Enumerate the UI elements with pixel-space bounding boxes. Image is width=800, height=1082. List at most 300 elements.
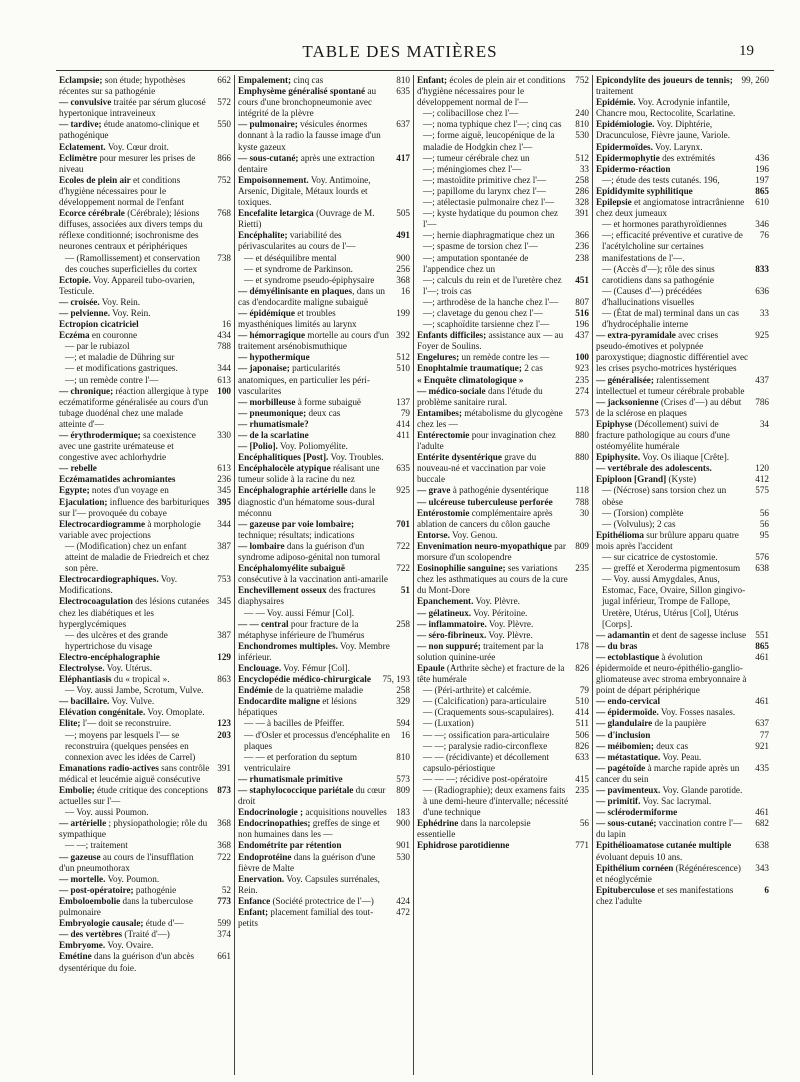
entry-text — [417, 375, 569, 386]
entry-page-ref: 610 — [755, 197, 769, 208]
entry-headword: — glandulaire — [596, 718, 653, 729]
entry-description: —; atélectasie pulmonaire chez l'— — [423, 197, 555, 208]
index-entry — [59, 275, 231, 297]
index-entry — [417, 818, 589, 840]
entry-text — [596, 840, 749, 862]
entry-text — [238, 75, 390, 86]
entry-page-ref: 238 — [575, 252, 589, 263]
index-entry — [238, 718, 410, 729]
entry-text — [59, 663, 211, 674]
entry-headword: — post-opératoire; — [59, 884, 134, 895]
entry-text — [65, 630, 211, 652]
entry-text — [59, 386, 211, 430]
entry-headword: Epithélioamatose cutanée multiple — [596, 840, 732, 851]
index-entry — [596, 863, 769, 885]
entry-page-ref: 415 — [575, 773, 589, 784]
index-entry — [417, 630, 589, 641]
index-entry — [417, 541, 589, 563]
entry-description: — (Torsion) complète — [602, 507, 684, 518]
entry-headword: — gazeuse par voie lombaire; — [238, 518, 355, 529]
entry-text — [596, 530, 749, 552]
entry-description: — (Péri-arthrite) et calcémie. — [423, 685, 532, 696]
entry-description: son étude; hypothèses récentes sur sa pathogénie — [59, 75, 186, 97]
entry-page-ref: 368 — [217, 818, 231, 829]
entry-description: Voy. Omoplate. — [145, 707, 205, 718]
entry-page-ref: 178 — [575, 640, 589, 651]
entry-page-ref: 30 — [579, 507, 589, 518]
entry-headword: Electro-encéphalographie — [59, 651, 160, 662]
entry-headword: Engelures; — [417, 352, 460, 363]
index-entry — [238, 663, 410, 674]
index-entry — [417, 297, 589, 308]
entry-description: vaccination contre l'— du lapin — [596, 818, 743, 840]
index-entry — [59, 519, 231, 541]
index-entry — [417, 530, 589, 541]
entry-text — [596, 885, 749, 907]
entry-page-ref: 925 — [396, 485, 410, 496]
entry-page-ref: 437 — [575, 330, 589, 341]
index-entry — [417, 253, 589, 275]
index-entry — [238, 907, 410, 929]
entry-text — [59, 175, 211, 208]
index-entry — [59, 885, 231, 896]
entry-text — [596, 142, 749, 153]
entry-text — [417, 485, 569, 496]
entry-headword: Electrocardiogramme — [59, 518, 146, 529]
entry-page-ref: 638 — [755, 840, 769, 851]
entry-headword: Emanations radio-actives — [59, 762, 159, 773]
index-entry — [238, 253, 410, 264]
entry-headword: — endo-cervical — [596, 696, 661, 707]
entry-text — [423, 108, 569, 119]
entry-description: métabolisme du glycogène chez les — — [417, 407, 563, 429]
entry-page-ref: 491 — [396, 230, 410, 241]
index-entry — [59, 763, 231, 785]
entry-page-ref: 235 — [575, 563, 589, 574]
entry-headword: — ectoblastique — [596, 651, 660, 662]
entry-headword: — érythrodermique; — [59, 430, 141, 440]
index-columns — [56, 75, 774, 1075]
entry-headword: Enclouage. — [238, 662, 282, 673]
index-entry — [417, 707, 589, 718]
entry-description: Voy. Troubles. — [328, 452, 384, 463]
index-entry — [596, 119, 769, 141]
entry-description: de la paupière — [652, 718, 707, 729]
entry-description: — (État de mal) terminal dans un cas d'hydrocéphalie interne — [602, 307, 740, 330]
index-entry — [238, 308, 410, 330]
entry-page-ref: 752 — [575, 75, 589, 85]
entry-page-ref: 414 — [575, 707, 589, 718]
entry-page-ref: 637 — [396, 119, 410, 130]
index-entry — [417, 663, 589, 685]
entry-headword: — convulsive — [59, 97, 112, 108]
entry-headword: — grave — [417, 485, 451, 496]
entry-text — [596, 164, 749, 175]
entry-headword: — généralisée; — [596, 374, 654, 385]
entry-page-ref: 76 — [759, 230, 769, 241]
index-entry — [596, 153, 769, 164]
entry-page-ref: 682 — [755, 818, 769, 829]
index-entry — [238, 696, 410, 718]
entry-description: (Traité d'—) — [122, 929, 170, 940]
entry-text — [596, 630, 749, 641]
entry-description: Voy. Membre inférieur. — [238, 640, 390, 662]
entry-text — [596, 397, 749, 419]
entry-text — [596, 75, 739, 97]
entry-description: Voy. Glande parotide. — [660, 785, 743, 795]
entry-page-ref: 395 — [217, 496, 231, 507]
entry-text — [417, 452, 569, 485]
entry-headword: — de la scarlatine — [238, 430, 309, 440]
entry-page-ref: 661 — [217, 951, 231, 962]
entry-text — [59, 896, 211, 918]
entry-headword: Endométrite par rétention — [238, 840, 342, 851]
entry-page-ref: 343 — [755, 862, 769, 873]
entry-description: mortelle au cours d'un traitement arsénobismuthique — [238, 330, 389, 352]
entry-headword: Ecoles de plein air — [59, 174, 131, 185]
index-entry — [596, 452, 769, 463]
index-entry — [238, 563, 410, 585]
entry-headword: Eclatement. — [59, 141, 106, 152]
entry-text — [238, 175, 390, 208]
index-entry — [596, 741, 769, 752]
entry-description: variabilité des périvascularites au cours de l'— — [238, 230, 356, 252]
entry-text — [596, 807, 749, 818]
entry-text — [238, 563, 390, 585]
index-entry — [238, 408, 410, 419]
entry-description: (Régénérescence) et néoglycémie — [596, 862, 741, 884]
index-entry — [238, 485, 410, 518]
index-entry — [596, 763, 769, 785]
index-entry — [238, 363, 410, 396]
entry-text — [59, 652, 211, 663]
entry-headword: Envenimation neuro-myopathique — [417, 540, 552, 551]
entry-description: réaction allergique à type eczématiforme généralisée au cours d'un tubage duodénal chez une malade atteinte d'— — [59, 385, 209, 429]
entry-description: évoluant depuis 10 ans. — [596, 851, 683, 862]
index-entry — [238, 619, 410, 641]
entry-headword: Empoisonnement. — [238, 174, 309, 185]
entry-page-ref: 286 — [575, 185, 589, 196]
index-entry — [596, 718, 769, 729]
entry-description: —; étude des tests cutanés. 196, — [602, 174, 720, 185]
page-header — [0, 42, 800, 64]
index-entry — [238, 896, 410, 907]
index-entry — [417, 119, 589, 130]
entry-description: Voy. Cœur droit. — [105, 141, 169, 152]
entry-text — [59, 330, 211, 341]
entry-page-ref: 123 — [217, 718, 231, 729]
entry-description: dans la narcolepsie essentielle — [417, 818, 531, 840]
entry-headword: — rhumatismale primitive — [238, 773, 343, 784]
entry-headword: « Enquête climatologique » — [417, 374, 524, 385]
index-entry — [238, 585, 410, 607]
entry-headword: — du bras — [596, 640, 638, 651]
entry-headword: Enfant; — [417, 75, 448, 85]
entry-text — [423, 175, 569, 186]
entry-page-ref: 424 — [396, 895, 410, 906]
entry-headword: — épidémique — [238, 307, 295, 318]
entry-description: pour mesurer les prises de niveau — [59, 152, 196, 174]
entry-description: en couronne — [89, 330, 138, 341]
entry-text — [238, 86, 390, 119]
entry-page-ref: 412 — [755, 474, 769, 485]
entry-description: (Crises d'—) au début de la sclérose en plaques — [596, 396, 742, 418]
index-entry — [59, 175, 231, 208]
index-entry — [59, 840, 231, 851]
entry-headword: Ejaculation; — [59, 496, 108, 507]
entry-page-ref: 118 — [575, 485, 589, 496]
entry-headword: — primitif. — [596, 796, 641, 807]
entry-text — [596, 818, 749, 840]
entry-text — [417, 530, 569, 541]
entry-text — [417, 352, 569, 363]
entry-text — [238, 774, 390, 785]
entry-description: (Ouvrage de M. Rietti) — [238, 208, 375, 230]
index-entry — [59, 386, 231, 430]
entry-description: Voy. Acrodynie infantile, Chancre mou, Rectocolite, Scarlatine. — [596, 97, 736, 119]
entry-headword: — métastatique. — [596, 751, 661, 762]
index-entry — [238, 452, 410, 463]
entry-headword: Entorse. — [417, 529, 450, 540]
entry-description: — (Accès d'—); rôle des sinus carotidiens dans sa pathogénie — [602, 263, 715, 285]
entry-headword: Emboloembolie — [59, 895, 121, 906]
index-entry — [596, 164, 769, 175]
entry-page-ref: 773 — [217, 895, 231, 906]
index-entry — [59, 297, 231, 308]
entry-description: des lésions cutanées chez les diabétiques et les hyperglycémiques — [59, 596, 210, 629]
entry-description: Voy. Plèvre. — [486, 629, 533, 640]
entry-text — [596, 463, 749, 474]
index-entry — [238, 641, 410, 663]
index-entry — [238, 397, 410, 408]
entry-text — [65, 840, 211, 851]
entry-text — [59, 275, 211, 297]
entry-headword: Enchevillement osseux — [238, 585, 327, 596]
entry-description: dans la guérison d'un syndrome adiposo-génital non tumoral — [238, 540, 381, 563]
entry-headword: — extra-pyramidale — [596, 330, 676, 341]
entry-page-ref: 810 — [396, 751, 410, 762]
entry-page-ref: 99, 260 — [741, 75, 769, 85]
entry-text — [417, 840, 569, 851]
index-entry — [417, 685, 589, 696]
entry-description: (Kyste) — [666, 474, 697, 485]
index-entry — [417, 197, 589, 208]
entry-page-ref: 505 — [396, 208, 410, 219]
entry-text — [238, 896, 390, 907]
index-entry — [238, 264, 410, 275]
entry-description: —; moyens par lesquels l'— se reconstruira (quelques pensées en connexion avec les idées de Carrel) — [65, 729, 196, 762]
entry-headword: Elévation congénitale. — [59, 707, 146, 718]
entry-text — [244, 264, 390, 275]
index-entry — [59, 330, 231, 341]
entry-headword: — mortelle. — [59, 873, 106, 884]
entry-text — [59, 119, 211, 141]
entry-headword: Eosinophilie sanguine; — [417, 563, 506, 574]
index-entry — [59, 153, 231, 175]
entry-headword: — épidermoïde. — [596, 707, 659, 718]
entry-text — [602, 219, 749, 230]
index-entry — [59, 75, 231, 97]
entry-headword: — pulmonaire; — [238, 119, 298, 130]
entry-description: — (Radiographie); deux examens faits à une demi-heure d'intervalle; nécessité d'une technique — [423, 785, 569, 818]
entry-description: Voy. Rein. — [110, 307, 151, 318]
index-entry — [238, 463, 410, 485]
index-entry — [238, 330, 410, 352]
entry-text — [423, 774, 569, 785]
entry-text — [65, 363, 211, 374]
entry-headword: — hémorragique — [238, 330, 306, 341]
index-entry — [59, 485, 231, 496]
entry-text — [59, 674, 211, 685]
entry-page-ref: 368 — [396, 274, 410, 285]
entry-text — [238, 452, 390, 463]
index-entry — [417, 619, 589, 630]
index-entry — [417, 785, 589, 818]
entry-page-ref: 235 — [575, 785, 589, 795]
entry-page-ref: 414 — [396, 418, 410, 429]
entry-headword: — — central — [238, 618, 289, 629]
entry-headword: — morbilleuse — [238, 396, 296, 407]
index-entry — [596, 752, 769, 763]
index-entry — [59, 119, 231, 141]
index-entry — [59, 696, 231, 707]
index-entry — [59, 807, 231, 818]
entry-description: (Cérébrale); lésions diffuses, associées aux divers temps du réflexe conditionné; isochronisme des neurones centraux et périphériques — [59, 208, 203, 252]
index-entry — [417, 752, 589, 774]
entry-text — [596, 419, 749, 452]
entry-page-ref: 809 — [575, 540, 589, 551]
entry-description: au cours de l'insufflation d'un pneumothorax — [59, 851, 194, 873]
entry-headword: — rebelle — [59, 463, 97, 474]
index-entry — [238, 119, 410, 152]
entry-headword: Encefalite letargica — [238, 208, 314, 219]
entry-description: et dent de sagesse incluse — [649, 629, 747, 640]
entry-text — [238, 874, 390, 896]
entry-headword: Embryome. — [59, 940, 106, 951]
entry-page-ref: 330 — [217, 430, 231, 440]
entry-headword: Epaule — [417, 662, 445, 673]
index-entry — [59, 474, 231, 485]
index-entry — [417, 508, 589, 530]
entry-description: greffes de singe et non humaines dans les — — [238, 818, 380, 840]
entry-description: notes d'un voyage en — [89, 485, 169, 496]
entry-text — [65, 730, 211, 763]
entry-headword: — méibomien; — [596, 740, 654, 751]
entry-text — [596, 763, 749, 785]
entry-page-ref: 16 — [400, 729, 410, 740]
entry-description: — Voy. aussi Poumon. — [65, 807, 149, 818]
entry-page-ref: 51 — [400, 585, 410, 596]
entry-description: Voy. Sac lacrymal. — [640, 796, 712, 807]
entry-description: (Société protectrice de l'—) — [270, 895, 374, 906]
entry-headword: — staphylococcique pariétale — [238, 785, 354, 795]
entry-text — [59, 485, 211, 496]
entry-headword: Enervation. — [238, 873, 285, 884]
entry-description: des extrémités — [659, 152, 715, 163]
index-entry — [596, 330, 769, 374]
index-entry — [596, 485, 769, 507]
entry-text — [423, 164, 569, 175]
entry-headword: Enfants difficiles; — [417, 330, 487, 341]
entry-text — [65, 685, 211, 696]
entry-page-ref: 576 — [755, 552, 769, 563]
entry-text — [596, 474, 749, 485]
entry-description: et conditions d'hygiène nécessaires pour le développement normal de l'enfant — [59, 174, 184, 208]
entry-page-ref: 391 — [217, 762, 231, 773]
entry-text — [602, 308, 749, 330]
entry-description: cinq cas — [291, 75, 324, 85]
entry-text — [65, 541, 211, 574]
index-entry — [596, 474, 769, 485]
entry-description: Voy. Plèvre. — [473, 596, 520, 607]
index-entry — [59, 352, 231, 363]
entry-text — [596, 696, 749, 707]
entry-headword: — hypothermique — [238, 352, 310, 363]
entry-text — [59, 763, 211, 785]
entry-description: — — (récidivante) et décollement capsulo-périostique — [423, 751, 550, 773]
entry-headword: — pavimenteux. — [596, 785, 661, 795]
index-entry — [238, 674, 410, 685]
index-entry — [59, 852, 231, 874]
index-entry — [238, 86, 410, 119]
entry-page-ref: 329 — [396, 696, 410, 707]
entry-page-ref: 512 — [396, 352, 410, 363]
entry-text — [244, 608, 390, 619]
entry-text — [602, 264, 749, 286]
index-entry — [596, 75, 769, 97]
entry-description: sur brûlure apparu quatre mois après l'accident — [596, 529, 739, 551]
entry-text — [238, 585, 390, 607]
entry-text — [59, 308, 211, 319]
entry-description: — Voy. aussi Jambe, Scrotum, Vulve. — [65, 685, 204, 696]
entry-headword: Eclampsie; — [59, 75, 103, 85]
entry-text — [596, 707, 749, 718]
entry-text — [59, 718, 211, 729]
entry-text — [596, 330, 749, 374]
entry-text — [65, 253, 211, 275]
page-title: TABLE DES MATIÈRES — [302, 42, 498, 61]
entry-description: l'— doit se reconstruire. — [80, 718, 172, 729]
entry-text — [238, 685, 390, 696]
entry-headword: — gélatineux. — [417, 607, 472, 618]
entry-text — [417, 497, 569, 508]
entry-page-ref: 572 — [217, 97, 231, 108]
index-entry — [59, 663, 231, 674]
entry-description: du cœur droit — [238, 785, 386, 807]
entry-page-ref: 753 — [217, 574, 231, 585]
index-entry — [596, 397, 769, 419]
entry-description: —; hernie diaphragmatique chez un — [423, 230, 555, 241]
entry-page-ref: 633 — [575, 751, 589, 762]
entry-text — [238, 330, 390, 352]
entry-description: — — et perforation du septum ventriculaire — [244, 751, 358, 773]
entry-page-ref: 788 — [575, 496, 589, 507]
entry-headword: Ephédrine — [417, 818, 459, 829]
entry-headword: — japonaise; — [238, 363, 290, 374]
index-entry — [59, 253, 231, 275]
entry-description: — (Causes d'—) précédées d'hallucinations visuelles — [602, 285, 702, 307]
entry-page-ref: 368 — [217, 840, 231, 851]
entry-description: influence des barbituriques sur l'— provoquée du cobaye — [59, 496, 210, 518]
index-entry — [417, 363, 589, 374]
entry-text — [59, 785, 211, 807]
entry-text — [602, 230, 749, 263]
index-entry — [59, 918, 231, 929]
entry-description: — et déséquilibre mental — [244, 252, 337, 263]
entry-description: — et syndrome pseudo-épiphysaire — [244, 274, 375, 285]
entry-page-ref: 387 — [217, 540, 231, 551]
entry-page-ref: 56 — [759, 518, 769, 529]
